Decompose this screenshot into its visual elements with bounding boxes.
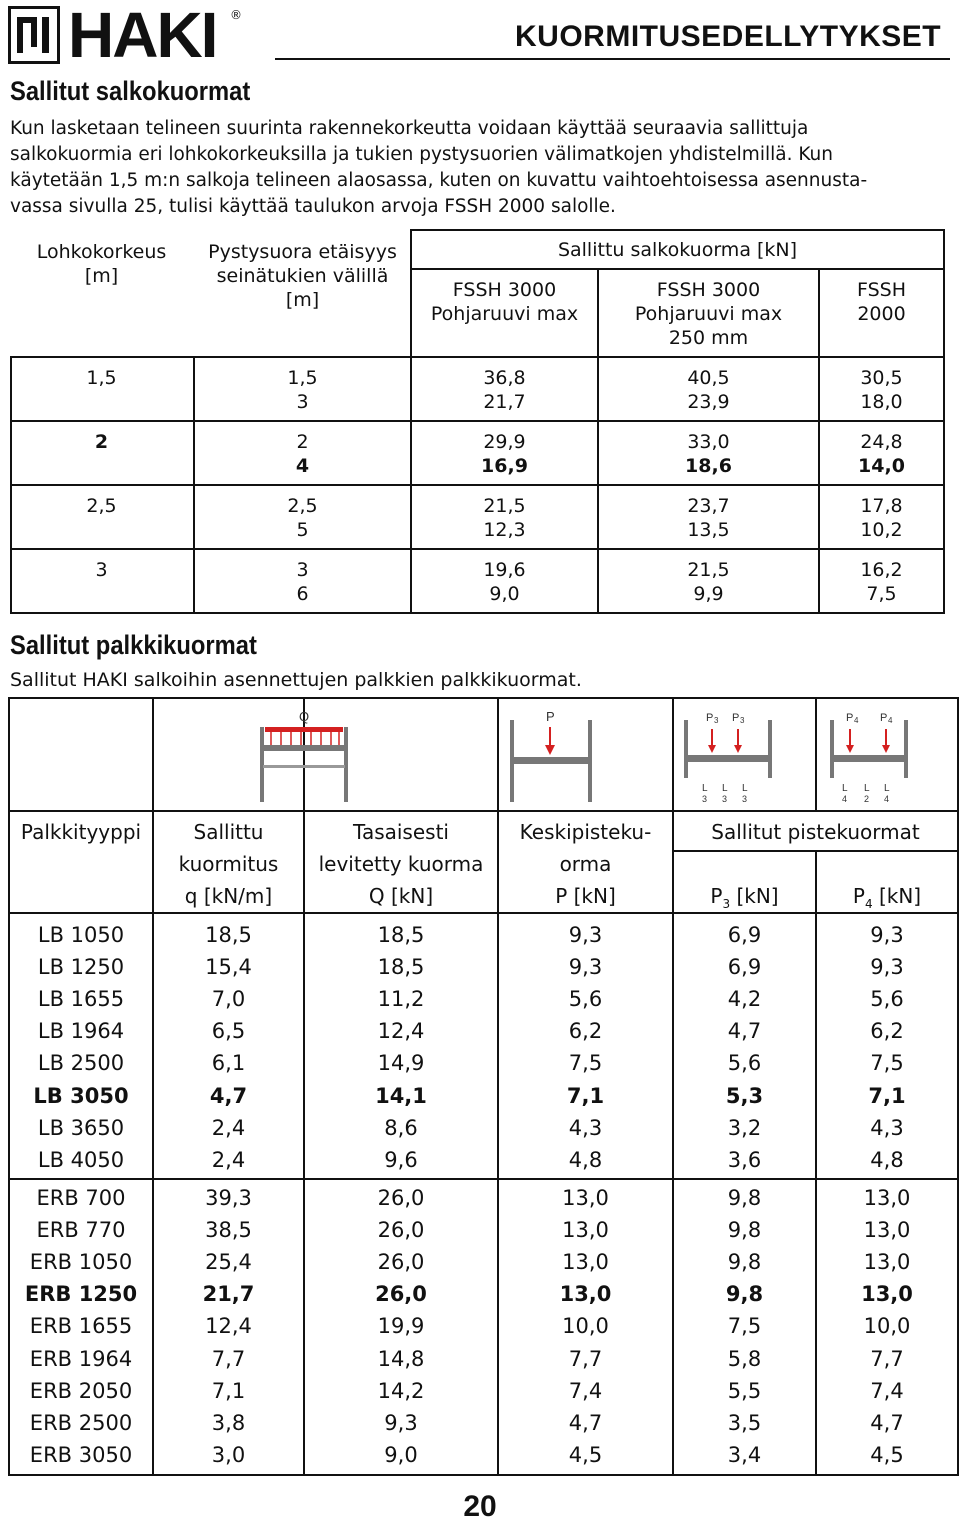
svg-text:P: P [732,712,740,724]
cell-q: 21,7 [202,1282,255,1307]
cell-q: 26,0 [377,1218,425,1243]
cell-q: 18,5 [377,923,425,947]
cell-q: 18,5 [377,955,425,980]
cell-fssh2000: 16,2 7,5 [860,559,903,605]
cell-p: 6,2 [568,1019,603,1044]
svg-text:P: P [846,712,854,724]
cell-q: 14,1 [375,1083,427,1108]
cell-type: ERB 2500 [29,1410,133,1435]
paragraph-line: salkokuormia eri lohkokorkeuksilla ja tukien pystysuorien välimatkojen yhdistelmillä. Kun [10,144,833,165]
intro-paragraph [10,116,955,220]
cell-p3: 3,6 [727,1147,762,1172]
cell-p3: 5,5 [727,1378,762,1403]
cell-fssh3000-250: 23,7 13,5 [687,495,730,541]
col-header-p3: $P_3$ [kN] [710,884,779,911]
cell-p4: 9,3 [870,955,904,980]
cell-q: 6,5 [211,1019,246,1044]
cell-fssh3000: 29,9 16,9 [481,431,528,477]
cell-q: 12,4 [377,1019,425,1044]
svg-text:4: 4 [884,794,890,804]
cell-fssh2000: 17,8 10,2 [860,495,903,541]
cell-p4: 7,7 [870,1346,904,1371]
three-point-load-diagram [678,705,813,805]
table-rule [10,484,945,486]
cell-q: 26,0 [375,1282,427,1307]
col-header-fssh2000: FSSH 2000 [856,279,906,325]
svg-text:P: P [706,712,714,724]
cell-p: 13,0 [562,1218,609,1243]
cell-p3: 6,9 [727,923,762,947]
svg-text:4: 4 [854,716,859,725]
table-rule [10,612,945,614]
svg-text:4: 4 [888,716,893,725]
cell-type: ERB 1964 [29,1346,133,1371]
cell-type: ERB 2050 [29,1378,133,1403]
col-header-fssh3000: FSSH 3000 Pohjaruuvi max [430,279,579,325]
cell-p3: 9,8 [725,1282,764,1307]
cell-q: 39,3 [205,1186,252,1210]
svg-text:L: L [842,783,848,794]
cell-p4: 4,5 [870,1442,904,1467]
section-title-salkokuormat: Sallitut salkokuormat [10,76,251,106]
cell-q: 38,5 [205,1218,252,1243]
cell-p4: 6,2 [870,1019,904,1044]
cell-p: 4,8 [568,1147,603,1172]
cell-p: 4,7 [568,1410,603,1435]
svg-text:L: L [864,783,870,794]
cell-q: 14,2 [377,1378,425,1403]
cell-q: 14,9 [377,1051,425,1076]
cell-q: 26,0 [377,1250,425,1275]
cell-q: 2,4 [211,1115,246,1140]
cell-p: 9,3 [568,955,603,980]
cell-p: 13,0 [562,1250,609,1275]
col-header-keskipiste: Keskipisteku- orma P [kN] [519,820,652,908]
page-number: 20 [463,1490,497,1523]
cell-q: 9,3 [384,1410,418,1435]
cell-p3: 5,6 [727,1051,762,1076]
cell-p3: 6,9 [727,955,762,980]
cell-fssh3000: 21,5 12,3 [483,495,526,541]
svg-text:4: 4 [842,794,848,804]
svg-text:L: L [884,783,890,794]
cell-p3: 3,5 [727,1410,762,1435]
cell-p4: 4,8 [870,1147,904,1172]
cell-type: LB 1655 [37,987,125,1012]
table-rule [10,420,945,422]
cell-p: 4,3 [568,1115,603,1140]
haki-logo-mark [8,6,60,64]
cell-p4: 7,4 [870,1378,904,1403]
table-rule [410,268,945,270]
col-header-pistekuormat: Sallitut pistekuormat [711,820,920,844]
cell-type: ERB 1050 [29,1250,133,1275]
cell-p: 13,0 [562,1186,609,1210]
svg-text:L: L [722,783,728,794]
svg-text:2: 2 [864,794,870,804]
cell-q: 11,2 [377,987,425,1012]
cell-type: ERB 3050 [29,1442,133,1467]
col-header-sallittu-kuormitus: Sallittu kuormitus q [kN/m] [178,820,279,908]
cell-type: LB 3050 [33,1083,129,1108]
cell-p3: 4,2 [727,987,762,1012]
cell-p: 7,5 [568,1051,603,1076]
cell-p3: 7,5 [727,1314,762,1339]
cell-p4: 13,0 [863,1186,911,1210]
cell-fssh3000-250: 40,5 23,9 [687,367,730,413]
paragraph-line: käytetään 1,5 m:n salkoja telineen alaosassa, kuten on kuvattu vaihtoehtoisessa asennusta- [10,170,868,191]
svg-text:3: 3 [702,794,708,804]
cell-p4: 4,7 [870,1410,904,1435]
cell-p: 7,4 [568,1378,603,1403]
svg-text:L: L [702,783,708,794]
svg-text:L: L [742,783,748,794]
cell-fssh3000: 36,8 21,7 [483,367,526,413]
cell-q: 3,0 [211,1442,246,1467]
cell-type: LB 3650 [37,1115,125,1140]
four-point-load-diagram [828,705,953,805]
cell-lohko: 3 [95,559,108,581]
section-subtitle: Sallitut HAKI salkoihin asennettujen palkkien palkkikuormat. [10,669,582,691]
table-rule [943,229,945,614]
col-header-palkkityyppi: Palkkityyppi [20,820,142,844]
header-rule [275,58,950,60]
registered-mark: ® [230,8,242,22]
cell-fssh3000-250: 21,5 9,9 [687,559,730,605]
cell-type: LB 2500 [37,1051,125,1076]
svg-text:3: 3 [722,794,728,804]
cell-q: 15,4 [205,955,252,980]
cell-p4: 10,0 [863,1314,911,1339]
cell-type: ERB 1250 [24,1282,138,1307]
cell-q: 6,1 [211,1051,246,1076]
cell-p3: 3,2 [727,1115,762,1140]
cell-p4: 5,6 [870,987,904,1012]
cell-p4: 13,0 [863,1250,911,1275]
p-label: P [546,709,555,724]
cell-q: 14,8 [377,1346,425,1371]
cell-q: 2,4 [211,1147,246,1172]
table-rule [10,548,945,550]
col-header-p4: $P_4$ [kN] [852,884,922,911]
col-header-sallittu-salkokuorma: Sallittu salkokuorma [kN] [557,239,798,261]
svg-text:3: 3 [742,794,748,804]
cell-pysty: 2,5 5 [287,495,318,541]
center-point-load-diagram [508,705,663,805]
cell-p: 7,1 [566,1083,605,1108]
cell-p: 9,3 [568,923,603,947]
cell-type: LB 1250 [37,955,125,980]
cell-q: 7,7 [211,1346,246,1371]
cell-type: LB 4050 [37,1147,125,1172]
q-label: Q [299,709,310,724]
cell-p4: 7,1 [868,1083,906,1108]
cell-fssh3000: 19,6 9,0 [483,559,526,605]
cell-type: LB 1964 [37,1019,125,1044]
cell-p3: 9,8 [727,1218,762,1243]
cell-q: 9,0 [384,1442,418,1467]
cell-p3: 5,8 [727,1346,762,1371]
cell-q: 9,6 [384,1147,418,1172]
cell-p4: 9,3 [870,923,904,947]
cell-pysty: 1,5 3 [287,367,318,413]
col-header-pystysuora: Pystysuora etäisyys seinätukien välillä [m] [208,241,397,311]
haki-logo-text: HAKI [68,0,217,71]
cell-q: 19,9 [377,1314,425,1339]
col-header-tasaisesti: Tasaisesti levitetty kuorma Q [kN] [318,820,484,908]
cell-p4: 7,5 [870,1051,904,1076]
paragraph-line: vassa sivulla 25, tulisi käyttää taulukon arvoja FSSH 2000 salolle. [10,196,616,217]
cell-q: 25,4 [205,1250,252,1275]
cell-p: 4,5 [568,1442,603,1467]
svg-text:P: P [880,712,888,724]
svg-text:3: 3 [714,716,719,725]
svg-text:3: 3 [740,716,745,725]
cell-type: LB 1050 [37,923,125,947]
cell-pysty: 3 6 [296,559,309,605]
cell-type: ERB 1655 [29,1314,133,1339]
cell-p4: 13,0 [863,1218,911,1243]
paragraph-line: Kun lasketaan telineen suurinta rakennekorkeutta voidaan käyttää seuraavia sallittuja [10,118,809,139]
table-rule [10,356,945,358]
section-title-palkkikuormat: Sallitut palkkikuormat [10,630,257,660]
cell-fssh2000: 30,5 18,0 [860,367,903,413]
cell-p: 7,7 [568,1346,603,1371]
cell-lohko: 1,5 [86,367,117,389]
cell-fssh3000-250: 33,0 18,6 [685,431,732,477]
cell-lohko: 2,5 [86,495,117,517]
cell-p3: 9,8 [727,1250,762,1275]
col-header-lohkokorkeus: Lohkokorkeus [m] [36,241,167,287]
cell-p3: 4,7 [727,1019,762,1044]
cell-fssh2000: 24,8 14,0 [858,431,905,477]
cell-q: 7,0 [211,987,246,1012]
cell-q: 26,0 [377,1186,425,1210]
col-header-fssh3000-250: FSSH 3000 Pohjaruuvi max 250 mm [634,279,783,349]
table-rule [410,229,945,231]
cell-type: ERB 700 [36,1186,126,1210]
cell-q: 18,5 [205,923,252,947]
uniform-load-diagram [255,705,353,805]
cell-p: 5,6 [568,987,603,1012]
cell-p3: 3,4 [727,1442,762,1467]
cell-q: 7,1 [211,1378,246,1403]
cell-p: 13,0 [559,1282,612,1307]
cell-q: 8,6 [384,1115,418,1140]
cell-q: 3,8 [211,1410,246,1435]
cell-p4: 13,0 [861,1282,913,1307]
cell-p3: 5,3 [725,1083,764,1108]
page-title: KUORMITUSEDELLYTYKSET [515,20,942,53]
cell-q: 12,4 [205,1314,252,1339]
cell-p: 10,0 [562,1314,609,1339]
cell-q: 4,7 [209,1083,248,1108]
cell-lohko: 2 [94,431,109,453]
cell-p3: 9,8 [727,1186,762,1210]
cell-type: ERB 770 [36,1218,126,1243]
cell-p4: 4,3 [870,1115,904,1140]
cell-pysty: 2 4 [295,431,310,477]
